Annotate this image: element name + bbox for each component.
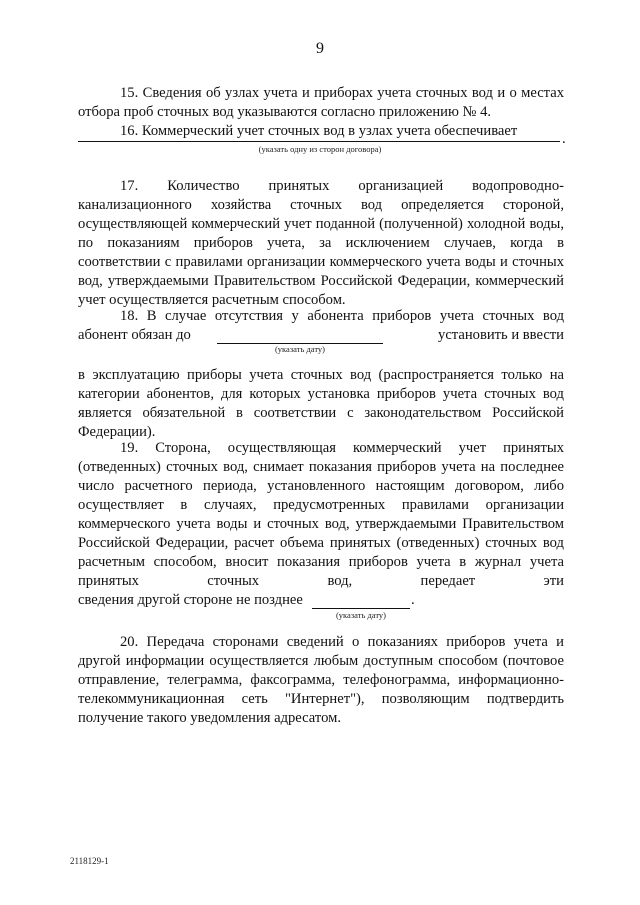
- paragraph-19-end: .: [411, 592, 415, 608]
- paragraph-19-last: сведения другой стороне не позднее: [78, 592, 303, 608]
- paragraph-18-pre: абонент обязан до: [78, 327, 191, 343]
- date-blank-line-2: [312, 608, 410, 609]
- caption-date-2: (указать дату): [335, 610, 387, 620]
- paragraph-20: 20. Передача сторонами сведений о показаниях приборов учета и другой информации осуществляется любым доступным способом (почтовое отправление, телеграмма, факсограмма, телефонограмма, информационно-телекоммуникационная сеть "Интернет"), позволяющим подтвердить получение такого уведомления адресатом.: [78, 634, 564, 726]
- paragraph-18-continuation: в эксплуатацию приборы учета сточных вод (распространяется только на категории абонентов, для которых установка приборов учета сточных вод является обязательной в соответствии с законодательством Российской Федерации).: [78, 367, 564, 440]
- caption-party: (указать одну из сторон договора): [258, 144, 382, 154]
- paragraph-15: 15. Сведения об узлах учета и приборах учета сточных вод и о местах отбора проб сточных вод указываются согласно приложению № 4.: [78, 85, 564, 120]
- paragraph-16: 16. Коммерческий учет сточных вод в узлах учета обеспечивает: [120, 123, 518, 139]
- paragraph-18-post: установить и ввести: [438, 327, 564, 343]
- caption-date-1: (указать дату): [274, 344, 326, 354]
- party-blank-line: [78, 141, 560, 142]
- paragraph-17: 17. Количество принятых организацией водопроводно-канализационного хозяйства сточных вод определяется стороной, осуществляющей коммерческий учет поданной (полученной) холодной воды, по показаниям приборов учета, за исключением случаев, когда в соответствии с правилами организации коммерческого учета воды и сточных вод, утверждаемыми Правительством Российской Федерации, коммерческий учет осуществляется расчетным способом.: [78, 178, 564, 308]
- paragraph-19: 19. Сторона, осуществляющая коммерческий учет принятых (отведенных) сточных вод, снимает показания приборов учета на последнее число расчетного периода, установленного настоящим договором, либо осуществляет в случаях, предусмотренных правилами организации коммерческого учета воды и сточных вод, утверждаемыми Правительством Российской Федерации, расчет объема принятых (отведенных) сточных вод расчетным способом, вносит показания приборов учета в журнал учета принятых сточных вод, передает эти: [78, 440, 564, 589]
- document-code: 2118129-1: [70, 856, 109, 866]
- paragraph-16-end: .: [562, 131, 566, 147]
- paragraph-18-line1: 18. В случае отсутствия у абонента приборов учета сточных вод: [120, 308, 564, 324]
- page-number: 9: [316, 40, 324, 57]
